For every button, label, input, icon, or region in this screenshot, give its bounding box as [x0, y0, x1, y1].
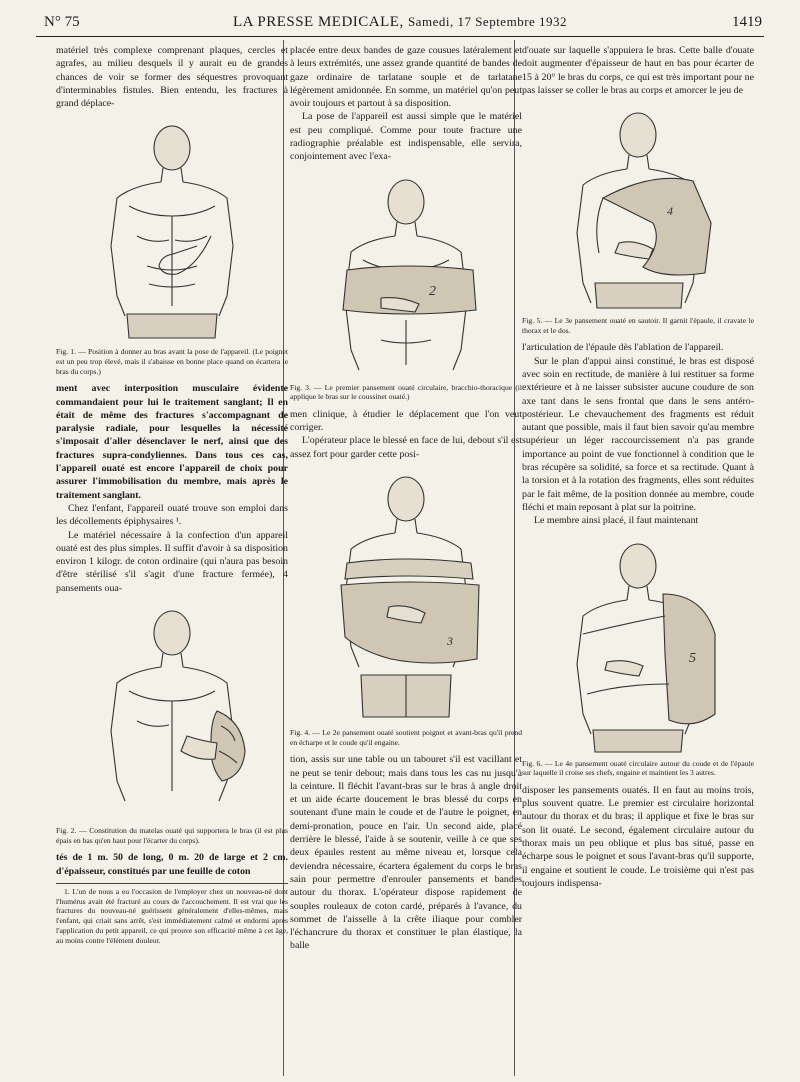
figure-6-illustration: [543, 534, 733, 756]
figure-2: [56, 601, 288, 823]
paragraph: placée entre deux bandes de gaze cousues latéralement et à leurs extrémités, une assez grande quantité de bandes de gaze ordinaire de tarlatane souple et de tarlatane légèrement amidonnée. En somme, un matériel qu'on peut avoir toujours et partout à sa disposition.: [290, 45, 522, 110]
figure-4-illustration: [311, 467, 501, 725]
column-3: [522, 44, 754, 1076]
figure-5: [522, 103, 754, 313]
paragraph: men clinique, à étudier le déplacement que l'on veut corriger.: [290, 408, 522, 434]
paragraph: d'ouate sur laquelle s'appuiera le bras. Cette balle d'ouate doit augmenter d'épaisseur de haut en bas pour écarter de 15 à 20° le bras du corps, ce qui est très important pour ne pas laisser se coller le bras au corps et amorcer le jeu de: [522, 45, 754, 96]
figure-1-illustration: [77, 116, 267, 344]
paragraph: l'articulation de l'épaule dès l'ablation de l'appareil.: [522, 342, 724, 354]
figure-2-illustration: [77, 601, 267, 823]
column-1: [56, 44, 288, 1076]
paragraph: tés de 1 m. 50 de long, 0 m. 20 de large et 2 cm. d'épaisseur, constitués par une feuille de coton: [56, 852, 288, 877]
journal-name: LA PRESSE MEDICALE,: [232, 14, 404, 30]
figure-4-caption: Fig. 4. — Le 2e pansement ouaté soutient poignet et avant-bras qu'il prend en écharpe et le coude qu'il engaine.: [290, 728, 522, 747]
footnote: [56, 883, 288, 946]
figure-6-label: 5: [689, 650, 696, 666]
figure-3: [290, 170, 522, 380]
paragraph: ment avec interposition musculaire évidente commandaient pour lui le traitement sanglant; Il en était de même des fractures s'accompagnant de paralysie radiale, pour lesquelles la nécessité s'imposait d'aller désenclaver le nerf, ainsi que des fractures supra-condyliennes. Dans tous ces cas, l'appareil ouaté est encore l'appareil de choix pour assurer l'immobilisation du membre, mais après le traitement sanglant.: [56, 383, 288, 501]
page-number: 1419: [732, 14, 762, 30]
paragraph: disposer les pansements ouatés. Il en faut au moins trois, plus souvent quatre. Le premier est circulaire horizontal autour du thorax et du bras; il applique et fixe le bras sur son lit ouaté. Le second, également circulaire autour du thorax mais un peu oblique et plus bas situé, passe en écharpe sous le poignet et sous l'avant-bras qu'il supporte, il engaine et soutient le coude. Le troisième qui n'est pas toujours indispensa-: [522, 784, 754, 889]
page-header: [36, 10, 764, 37]
figure-4: [290, 467, 522, 725]
figure-5-illustration: [543, 103, 733, 313]
issue-date: Samedi, 17 Septembre 1932: [407, 14, 568, 29]
figure-4-label: 3: [447, 634, 453, 649]
figure-3-caption: Fig. 3. — Le premier pansement ouaté circulaire, bracchio-thoracique (il applique le bras sur le coussinet ouaté.): [290, 382, 522, 402]
paragraph: Sur le plan d'appui ainsi constitué, le bras est disposé avec soin en rectitude, de manière à lui restituer sa forme extérieure et à ne laisser subsister aucune coudure de son axe tant dans le sens frontal que dans le sens antéro-postérieur. Le chevauchement des fragments est réduit autant que possible, mais il faut bien savoir qu'au membre supérieur un léger raccourcissement n'a pas grande importance au point de vue fonctionnel à condition que le bras récupère sa solidité, sa force et sa rectitude. Quant à la torsion et à la rotation des fragments, elles sont réduites par le fait même, de la position donnée au membre, coude fléchi et main reposant à plat sur la poitrine.: [522, 355, 754, 513]
figure-3-label: 2: [429, 283, 436, 299]
column-2: [290, 44, 522, 1076]
paragraph: L'opérateur place le blessé en face de lui, debout s'il est assez fort pour garder cette posi-: [290, 435, 522, 460]
paragraph: Le matériel nécessaire à la confection d'un appareil ouaté est des plus simples. Il suffit d'avoir à sa disposition environ 1 kilogr. de coton ordinaire (qui n'aura pas besoin d'être stérilisé s'il s'agit d'une fracture fermée), 4 pansements oua-: [56, 529, 288, 594]
paragraph: La pose de l'appareil est aussi simple que le matériel est peu compliqué. Comme pour toute fracture une radiographie préalable est indispensable, elle servira, conjointement avec l'exa-: [290, 111, 522, 163]
journal-title: [36, 14, 764, 31]
figure-5-label: 4: [667, 204, 673, 219]
figure-1: [56, 116, 288, 344]
paragraph: Le membre ainsi placé, il faut maintenant: [534, 515, 699, 527]
figure-5-caption: Fig. 5. — Le 3e pansement ouaté en sautoir. Il garnit l'épaule, il cravate le thorax et le dos.: [522, 316, 754, 335]
figure-1-caption: Fig. 1. — Position à donner au bras avant la pose de l'appareil. (Le poignet est un peu trop élevé, mais il s'abaisse en bonne place quand on écartera le bras du corps.): [56, 347, 288, 376]
figure-3-illustration: [311, 170, 501, 380]
figure-6: [522, 534, 754, 756]
paragraph: Chez l'enfant, l'appareil ouaté trouve son emploi dans les décollements épiphysaires ¹.: [56, 502, 288, 528]
footnote-text: 1. L'un de nous a eu l'occasion de l'employer chez un nouveau-né dont l'humérus avait été fracturé au cours de l'accouchement. Il est vrai que les fractures du nouveau-né guérissent généralement d'elles-mêmes, mais l'enfant, qui criait sans arrêt, s'est immédiatement calmé et endormi après l'application du petit appareil, ce qui prouve son efficacité même à cet âge, au moins contre l'élément douleur.: [56, 886, 288, 945]
figure-6-caption: Fig. 6. — Le 4e pansement ouaté circulaire autour du coude et de l'épaule sur laquelle il croise ses chefs, engaine et maintient les 3 autres.: [522, 758, 754, 778]
figure-2-caption: Fig. 2. — Constitution du matelas ouaté qui supportera le bras (il est plus épais en bas qu'en haut pour l'écarter du corps).: [56, 826, 288, 845]
paragraph: matériel très complexe comprenant plaques, cercles et agrafes, au milieu desquels il y aurait eu de grandes chances de voir se former des séquestres provoquant d'interminables fistules. Bien entendu, les fractures à grand déplace-: [56, 45, 288, 110]
issue-number: N° 75: [44, 14, 80, 30]
paragraph: tion, assis sur une table ou un tabouret s'il est vacillant et ne peut se tenir debout; mais dans tous les cas nu jusqu'à la ceinture. Il fléchit l'avant-bras sur le bras à angle droit et un aide écarte doucement le bras blessé du corps en soutenant d'une main le coude et de l'autre le poignet, en demi-pronation, pouce en l'air. Un second aide, placé derrière le blessé, l'aide à se soutenir, veille à ce que ses deux épaules restent au même niveau et, lorsque cela deviendra nécessaire, écartera également du corps le bras sain pour permettre d'enrouler pansements et bandes autour du thorax. L'opérateur dispose rapidement de souples rouleaux de coton cardé, préparés à l'avance, du sommet de l'aisselle à la crête iliaque pour combler l'échancrure du thorax et constituer le plan élastique, la balle: [290, 754, 522, 952]
